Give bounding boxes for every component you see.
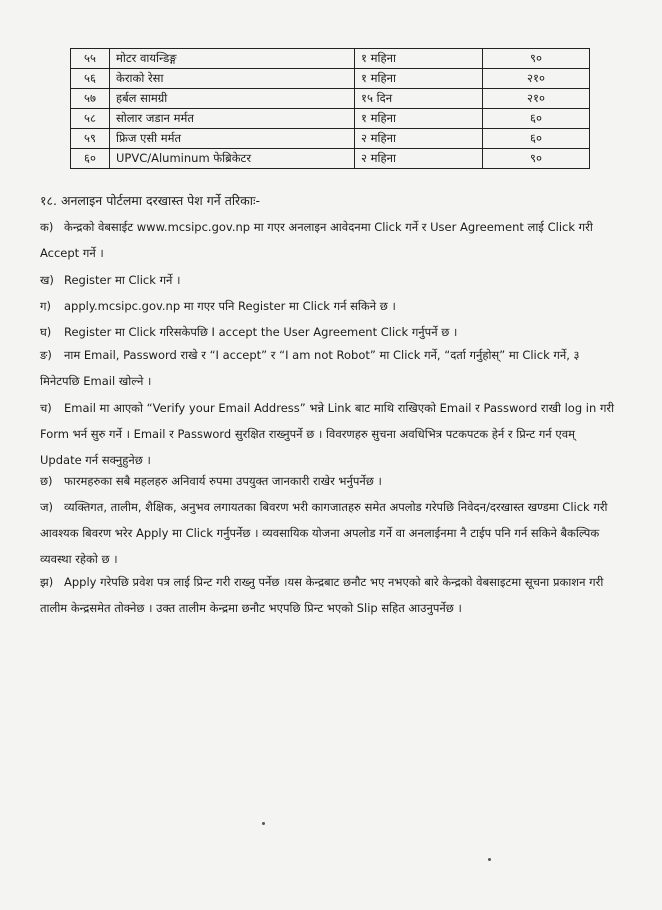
course-duration: २ महिना xyxy=(355,129,483,149)
step-text: apply.mcsipc.gov.np मा गएर पनि Register मा Click गर्न सकिने छ । xyxy=(64,299,396,313)
step-item-ga xyxy=(40,293,615,319)
course-value: ६० xyxy=(483,129,590,149)
step-item-ka xyxy=(40,214,615,266)
course-table xyxy=(70,48,590,169)
step-text: नाम Email, Password राखे र “I accept” र “I am not Robot” मा Click गर्ने, “दर्ता गर्नुहोस्” मा Click गर्ने, ३ मिनेटपछि Email खोल्ने । xyxy=(40,348,580,388)
table-row xyxy=(71,89,590,109)
step-marker: ख) xyxy=(40,273,54,287)
course-value: ९० xyxy=(483,149,590,169)
step-text: फारमहरुका सबै महलहरु अनिवार्य रुपमा उपयुक्त जानकारी राखेर भर्नुपर्नेछ । xyxy=(64,474,382,488)
step-item-chha xyxy=(40,468,615,494)
row-number: ५९ xyxy=(71,129,110,149)
course-name: हर्बल सामग्री xyxy=(110,89,355,109)
table-row xyxy=(71,69,590,89)
step-marker: ज) xyxy=(40,500,54,514)
step-text: व्यक्तिगत, तालीम, शैक्षिक, अनुभव लगायतका बिवरण भरी कागजातहरु समेत अपलोड गरेपछि निवेदन/दरखास्त खण्डमा Click गरी आवश्यक बिवरण भरेर Apply मा Click गर्नुपर्नेछ । व्यवसायिक योजना अपलोड गर्ने वा अनलाईनमा नै टाईप पनि गर्न सकिने बैकल्पिक व्यवस्था रहेको छ । xyxy=(40,500,608,566)
step-item-jha xyxy=(40,569,615,621)
course-name: UPVC/Aluminum फेब्रिकेटर xyxy=(110,149,355,169)
step-text: केन्द्रको वेबसाईट www.mcsipc.gov.np मा गएर अनलाइन आवेदनमा Click गर्ने र User Agreement लाई Click गरी Accept गर्ने । xyxy=(40,220,593,260)
step-marker: घ) xyxy=(40,325,52,339)
course-value: ९० xyxy=(483,49,590,69)
course-value: २१० xyxy=(483,89,590,109)
course-name: केराको रेसा xyxy=(110,69,355,89)
step-marker: झ) xyxy=(40,575,54,589)
course-duration: १५ दिन xyxy=(355,89,483,109)
course-duration: १ महिना xyxy=(355,49,483,69)
row-number: ५५ xyxy=(71,49,110,69)
step-marker: ङ) xyxy=(40,348,52,362)
row-number: ५८ xyxy=(71,109,110,129)
section-heading: १८. अनलाइन पोर्टलमा दरखास्त पेश गर्ने तरिकाः- xyxy=(40,193,261,208)
course-value: ६० xyxy=(483,109,590,129)
step-item-kha xyxy=(40,267,615,293)
step-item-ja xyxy=(40,494,615,572)
table-row xyxy=(71,49,590,69)
row-number: ६० xyxy=(71,149,110,169)
step-text: Register मा Click गरिसकेपछि I accept the User Agreement Click गर्नुपर्ने छ । xyxy=(64,325,458,339)
course-duration: २ महिना xyxy=(355,149,483,169)
course-value: २१० xyxy=(483,69,590,89)
step-item-nga xyxy=(40,342,615,394)
row-number: ५६ xyxy=(71,69,110,89)
course-name: फ्रिज एसी मर्मत xyxy=(110,129,355,149)
step-marker: च) xyxy=(40,401,52,415)
step-text: Apply गरेपछि प्रवेश पत्र लाई प्रिन्ट गरी राख्नु पर्नेछ ।यस केन्द्रबाट छनौट भए नभएको बारे केन्द्रको वेबसाइटमा सूचना प्रकाशन गरी तालीम केन्द्रसमेत तोक्नेछ । उक्त तालीम केन्द्रमा छनौट भएपछि प्रिन्ट भएको Slip सहित आउनुपर्नेछ । xyxy=(40,575,604,615)
course-duration: १ महिना xyxy=(355,109,483,129)
course-name: मोटर वायन्डिङ्ग xyxy=(110,49,355,69)
step-text: Email मा आएको “Verify your Email Address” भन्ने Link बाट माथि राखिएको Email र Password राखी log in गरी Form भर्न सुरु गर्ने । Email र Password सुरक्षित राख्नुपर्ने छ । विवरणहरु सुचना अवधिभित्र पटकपटक हेर्न र प्रिन्ट गर्न एवम् Update गर्न सक्नुहुनेछ । xyxy=(40,401,615,467)
table-row xyxy=(71,109,590,129)
course-duration: १ महिना xyxy=(355,69,483,89)
scan-speck xyxy=(488,858,491,861)
scan-speck xyxy=(262,822,265,825)
table-row xyxy=(71,149,590,169)
step-text: Register मा Click गर्ने । xyxy=(64,273,181,287)
step-marker: छ) xyxy=(40,474,53,488)
step-item-cha xyxy=(40,395,615,473)
course-name: सोलार जडान मर्मत xyxy=(110,109,355,129)
row-number: ५७ xyxy=(71,89,110,109)
table-row xyxy=(71,129,590,149)
step-marker: क) xyxy=(40,220,54,234)
step-marker: ग) xyxy=(40,299,51,313)
